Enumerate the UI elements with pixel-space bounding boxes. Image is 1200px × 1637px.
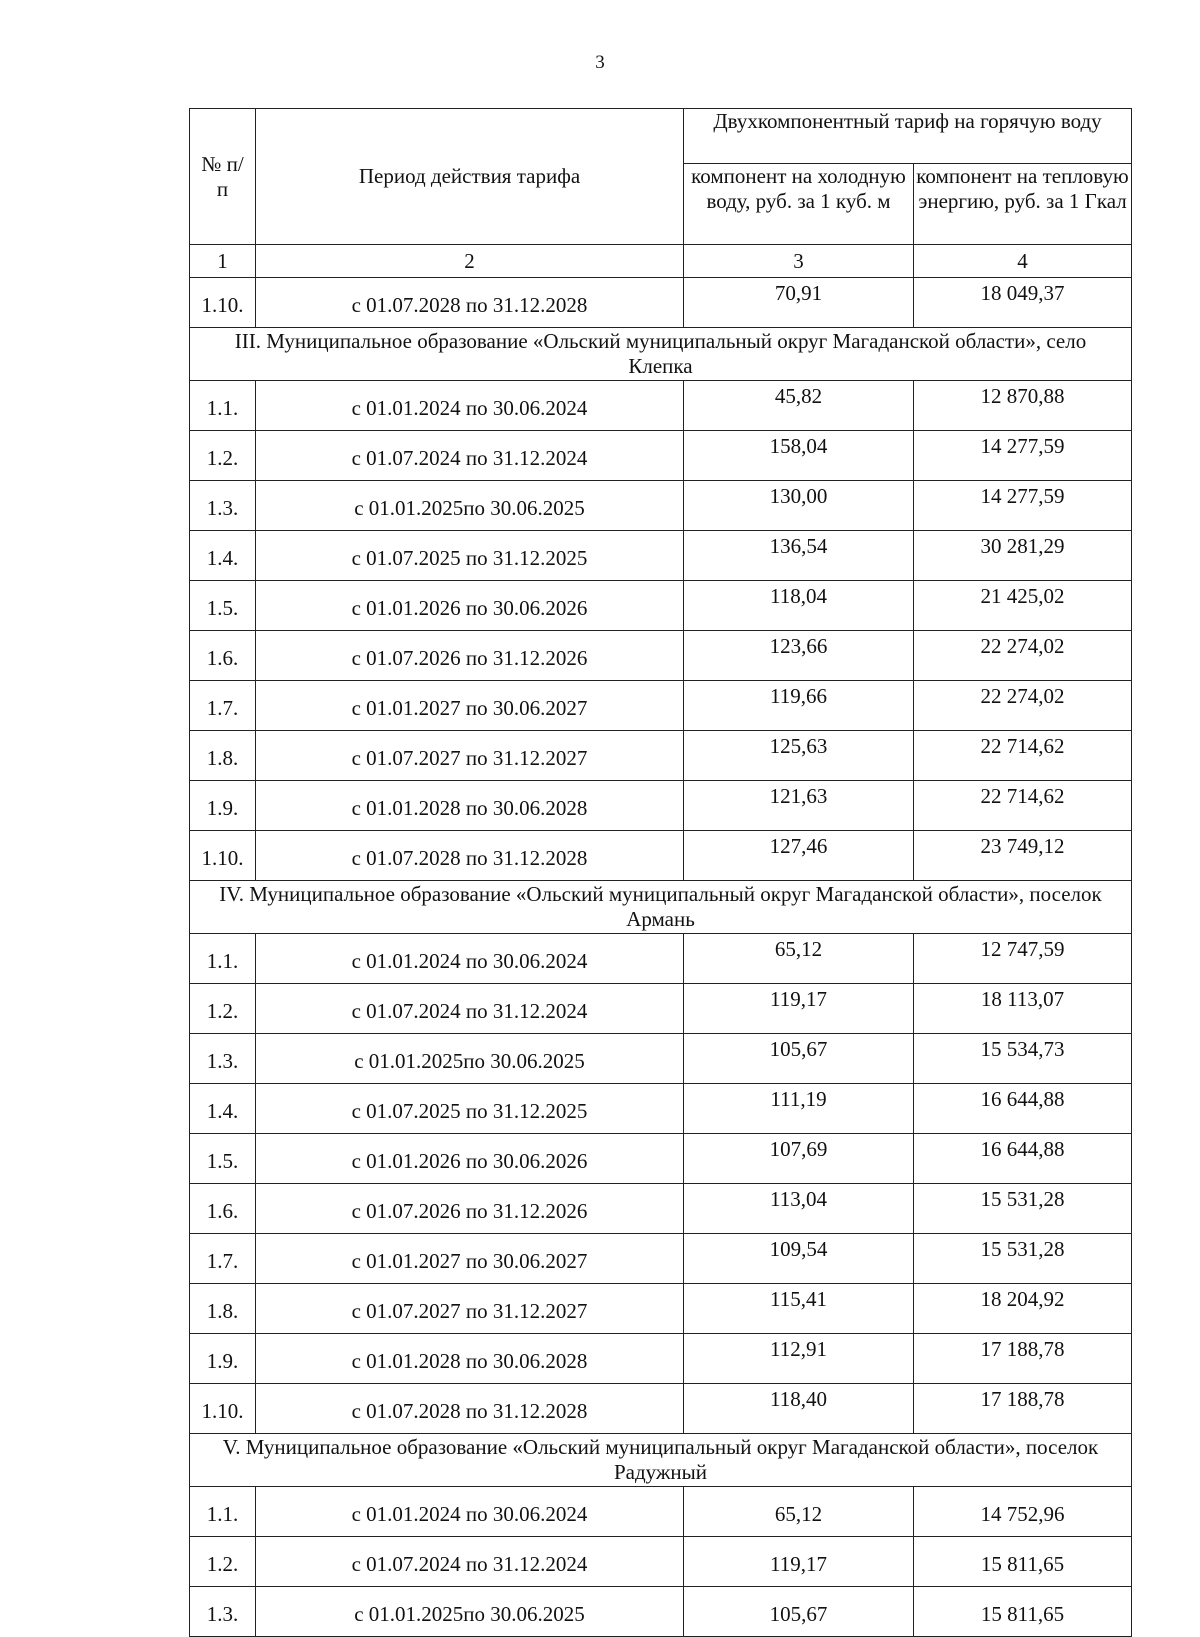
- row-heat-value: 30 281,29: [914, 531, 1132, 581]
- row-number: 1.5.: [190, 1134, 256, 1184]
- row-period: с 01.01.2024 по 30.06.2024: [256, 381, 684, 431]
- section-title: III. Муниципальное образование «Ольский муниципальный округ Магаданской области», село Клепка: [190, 328, 1132, 381]
- row-number: 1.7.: [190, 681, 256, 731]
- row-period: с 01.01.2028 по 30.06.2028: [256, 781, 684, 831]
- row-cold-water-value: 118,40: [684, 1384, 914, 1434]
- table-row: [190, 934, 1132, 984]
- row-heat-value: 18 113,07: [914, 984, 1132, 1034]
- row-period: с 01.01.2025по 30.06.2025: [256, 1034, 684, 1084]
- row-heat-value: 18 204,92: [914, 1284, 1132, 1334]
- row-heat-value: 12 747,59: [914, 934, 1132, 984]
- row-cold-water-value: 112,91: [684, 1334, 914, 1384]
- header-num: № п/п: [190, 109, 256, 245]
- table-row: [190, 278, 1132, 328]
- row-number: 1.3.: [190, 1587, 256, 1637]
- header-col-number: 1: [190, 245, 256, 278]
- row-heat-value: 22 714,62: [914, 781, 1132, 831]
- row-period: с 01.01.2024 по 30.06.2024: [256, 1487, 684, 1537]
- table-row: [190, 1537, 1132, 1587]
- row-cold-water-value: 113,04: [684, 1184, 914, 1234]
- row-heat-value: 18 049,37: [914, 278, 1132, 328]
- row-heat-value: 14 752,96: [914, 1487, 1132, 1537]
- row-heat-value: 23 749,12: [914, 831, 1132, 881]
- table-row: [190, 1384, 1132, 1434]
- page-number: 3: [595, 52, 605, 73]
- row-period: с 01.01.2026 по 30.06.2026: [256, 1134, 684, 1184]
- row-number: 1.1.: [190, 1487, 256, 1537]
- table-row: [190, 1184, 1132, 1234]
- table-row: [190, 1234, 1132, 1284]
- row-heat-value: 21 425,02: [914, 581, 1132, 631]
- table-row: [190, 681, 1132, 731]
- row-heat-value: 15 811,65: [914, 1537, 1132, 1587]
- row-cold-water-value: 105,67: [684, 1034, 914, 1084]
- table-row: [190, 1034, 1132, 1084]
- table-row: [190, 1587, 1132, 1637]
- row-cold-water-value: 121,63: [684, 781, 914, 831]
- row-number: 1.1.: [190, 381, 256, 431]
- row-period: с 01.07.2025 по 31.12.2025: [256, 531, 684, 581]
- header-tariff: Двухкомпонентный тариф на горячую воду: [684, 109, 1132, 164]
- row-number: 1.3.: [190, 1034, 256, 1084]
- row-period: с 01.07.2024 по 31.12.2024: [256, 431, 684, 481]
- table-row: [190, 531, 1132, 581]
- row-cold-water-value: 119,17: [684, 1537, 914, 1587]
- row-heat-value: 16 644,88: [914, 1134, 1132, 1184]
- row-period: с 01.07.2024 по 31.12.2024: [256, 1537, 684, 1587]
- row-number: 1.2.: [190, 984, 256, 1034]
- row-cold-water-value: 109,54: [684, 1234, 914, 1284]
- row-number: 1.10.: [190, 278, 256, 328]
- table-row: [190, 431, 1132, 481]
- row-period: с 01.07.2028 по 31.12.2028: [256, 278, 684, 328]
- row-period: с 01.07.2026 по 31.12.2026: [256, 1184, 684, 1234]
- row-cold-water-value: 65,12: [684, 934, 914, 984]
- table-row: [190, 831, 1132, 881]
- row-heat-value: 12 870,88: [914, 381, 1132, 431]
- row-number: 1.4.: [190, 1084, 256, 1134]
- row-cold-water-value: 127,46: [684, 831, 914, 881]
- row-period: с 01.01.2025по 30.06.2025: [256, 1587, 684, 1637]
- section-title: V. Муниципальное образование «Ольский муниципальный округ Магаданской области», поселок Радужный: [190, 1434, 1132, 1487]
- section-row: [190, 328, 1132, 381]
- table-row: [190, 1084, 1132, 1134]
- row-number: 1.10.: [190, 831, 256, 881]
- row-period: с 01.07.2028 по 31.12.2028: [256, 831, 684, 881]
- row-heat-value: 15 531,28: [914, 1184, 1132, 1234]
- row-number: 1.3.: [190, 481, 256, 531]
- row-cold-water-value: 105,67: [684, 1587, 914, 1637]
- row-number: 1.1.: [190, 934, 256, 984]
- row-number: 1.8.: [190, 731, 256, 781]
- row-period: с 01.01.2027 по 30.06.2027: [256, 1234, 684, 1284]
- table-row: [190, 781, 1132, 831]
- row-heat-value: 16 644,88: [914, 1084, 1132, 1134]
- tariff-table: [189, 108, 1132, 1637]
- row-cold-water-value: 158,04: [684, 431, 914, 481]
- row-period: с 01.07.2024 по 31.12.2024: [256, 984, 684, 1034]
- row-period: с 01.07.2028 по 31.12.2028: [256, 1384, 684, 1434]
- table-row: [190, 481, 1132, 531]
- table-row: [190, 1334, 1132, 1384]
- table-row: [190, 581, 1132, 631]
- row-heat-value: 22 274,02: [914, 631, 1132, 681]
- row-number: 1.6.: [190, 631, 256, 681]
- row-cold-water-value: 107,69: [684, 1134, 914, 1184]
- section-title: IV. Муниципальное образование «Ольский муниципальный округ Магаданской области», поселок Армань: [190, 881, 1132, 934]
- header-heat: компонент на тепловую энергию, руб. за 1 Гкал: [914, 164, 1132, 245]
- row-heat-value: 14 277,59: [914, 481, 1132, 531]
- row-heat-value: 14 277,59: [914, 431, 1132, 481]
- row-heat-value: 17 188,78: [914, 1384, 1132, 1434]
- table-row: [190, 381, 1132, 431]
- row-heat-value: 15 534,73: [914, 1034, 1132, 1084]
- row-period: с 01.01.2027 по 30.06.2027: [256, 681, 684, 731]
- row-heat-value: 22 714,62: [914, 731, 1132, 781]
- header-col-number: 3: [684, 245, 914, 278]
- row-number: 1.7.: [190, 1234, 256, 1284]
- table-row: [190, 1487, 1132, 1537]
- row-number: 1.4.: [190, 531, 256, 581]
- row-number: 1.2.: [190, 1537, 256, 1587]
- row-cold-water-value: 111,19: [684, 1084, 914, 1134]
- row-heat-value: 17 188,78: [914, 1334, 1132, 1384]
- row-number: 1.9.: [190, 781, 256, 831]
- row-cold-water-value: 125,63: [684, 731, 914, 781]
- table-row: [190, 631, 1132, 681]
- row-number: 1.10.: [190, 1384, 256, 1434]
- table-row: [190, 1284, 1132, 1334]
- row-cold-water-value: 123,66: [684, 631, 914, 681]
- row-period: с 01.01.2026 по 30.06.2026: [256, 581, 684, 631]
- row-period: с 01.01.2024 по 30.06.2024: [256, 934, 684, 984]
- row-heat-value: 15 531,28: [914, 1234, 1132, 1284]
- header-cold-water: компонент на холодную воду, руб. за 1 куб. м: [684, 164, 914, 245]
- row-heat-value: 22 274,02: [914, 681, 1132, 731]
- row-number: 1.5.: [190, 581, 256, 631]
- section-row: [190, 1434, 1132, 1487]
- row-cold-water-value: 65,12: [684, 1487, 914, 1537]
- row-number: 1.6.: [190, 1184, 256, 1234]
- row-period: с 01.07.2027 по 31.12.2027: [256, 1284, 684, 1334]
- table-row: [190, 984, 1132, 1034]
- header-col-number: 2: [256, 245, 684, 278]
- row-cold-water-value: 45,82: [684, 381, 914, 431]
- row-heat-value: 15 811,65: [914, 1587, 1132, 1637]
- row-number: 1.8.: [190, 1284, 256, 1334]
- table-row: [190, 731, 1132, 781]
- row-number: 1.9.: [190, 1334, 256, 1384]
- row-cold-water-value: 119,17: [684, 984, 914, 1034]
- row-period: с 01.01.2028 по 30.06.2028: [256, 1334, 684, 1384]
- row-cold-water-value: 115,41: [684, 1284, 914, 1334]
- header-col-number: 4: [914, 245, 1132, 278]
- row-cold-water-value: 130,00: [684, 481, 914, 531]
- row-cold-water-value: 119,66: [684, 681, 914, 731]
- row-period: с 01.01.2025по 30.06.2025: [256, 481, 684, 531]
- row-cold-water-value: 70,91: [684, 278, 914, 328]
- row-period: с 01.07.2026 по 31.12.2026: [256, 631, 684, 681]
- row-period: с 01.07.2027 по 31.12.2027: [256, 731, 684, 781]
- header-period: Период действия тарифа: [256, 109, 684, 245]
- section-row: [190, 881, 1132, 934]
- row-cold-water-value: 118,04: [684, 581, 914, 631]
- row-period: с 01.07.2025 по 31.12.2025: [256, 1084, 684, 1134]
- table-row: [190, 1134, 1132, 1184]
- row-cold-water-value: 136,54: [684, 531, 914, 581]
- row-number: 1.2.: [190, 431, 256, 481]
